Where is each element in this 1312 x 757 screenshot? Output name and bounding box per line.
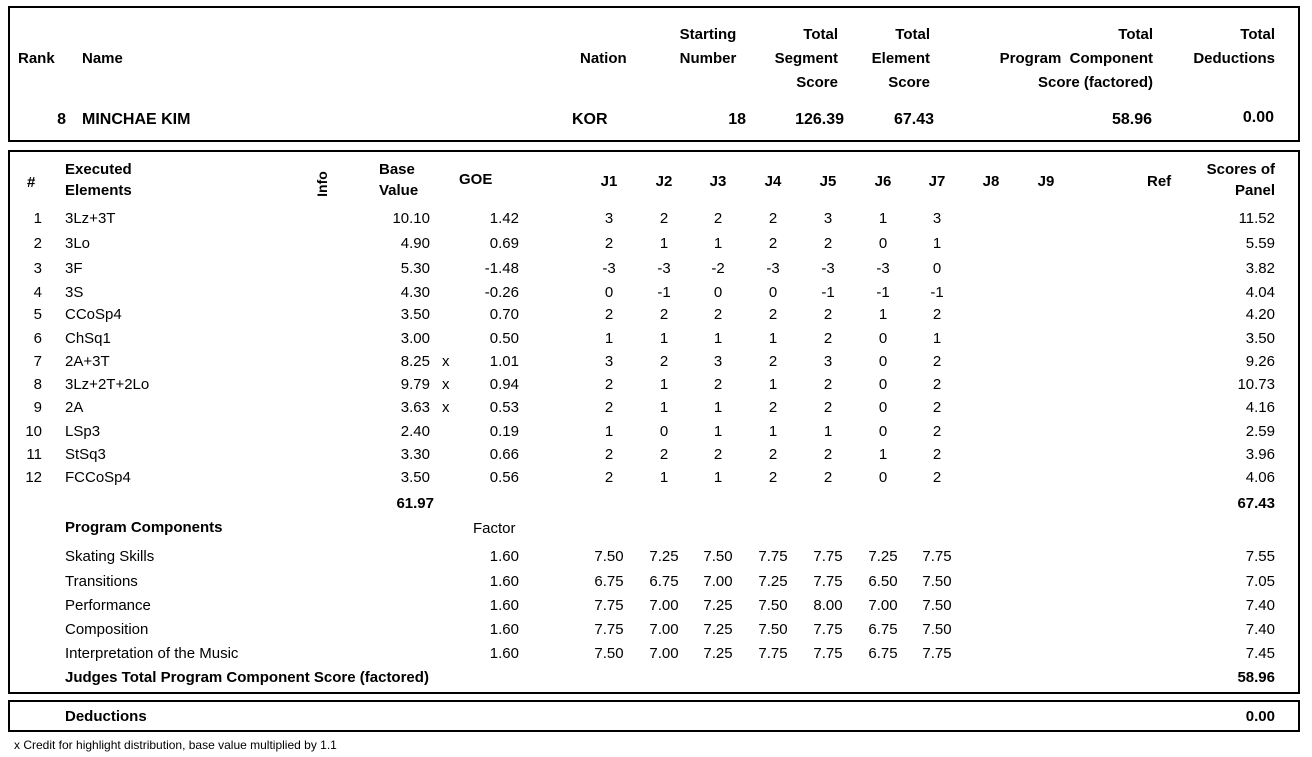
element-number: 5 (33, 306, 42, 323)
element-judge-score: 2 (713, 210, 723, 227)
component-judge-score: 7.50 (922, 573, 952, 590)
judge-header-j6: J6 (874, 173, 892, 190)
element-judge-score: 0 (604, 284, 614, 301)
total-deductions-header: Total Deductions (1193, 26, 1275, 67)
component-judge-score: 7.50 (758, 621, 788, 638)
total-segment-score-header: Total Segment Score (774, 26, 838, 91)
component-judge-score: 7.75 (922, 645, 952, 662)
element-judge-score: 2 (768, 353, 778, 370)
element-judge-score: 2 (604, 306, 614, 323)
element-judge-score: 3 (713, 353, 723, 370)
component-name: Interpretation of the Music (65, 645, 239, 662)
element-judge-score: 2 (932, 306, 942, 323)
component-judge-score: 7.50 (922, 621, 952, 638)
element-panel-score: 10.73 (1237, 376, 1275, 393)
element-panel-score: 11.52 (1238, 210, 1275, 227)
element-judge-score: 2 (659, 306, 669, 323)
element-goe: -1.48 (484, 260, 519, 277)
element-judge-score: -1 (657, 284, 671, 301)
element-base-value: 4.30 (400, 284, 430, 301)
deductions-panel (8, 700, 1300, 732)
component-judge-score: 6.75 (594, 573, 624, 590)
component-judge-score: 7.00 (649, 597, 679, 614)
element-number: 2 (33, 235, 42, 252)
total-elements-panel-score: 67.43 (1237, 495, 1275, 512)
judge-header-j7: J7 (928, 173, 946, 190)
component-judge-score: 7.25 (758, 573, 788, 590)
element-judge-score: 2 (768, 446, 778, 463)
nation-header: Nation (580, 50, 627, 67)
element-judge-score: 1 (878, 306, 888, 323)
element-judge-score: 1 (932, 330, 942, 347)
pcs-total-label: Judges Total Program Component Score (factored) (65, 669, 429, 686)
element-judge-score: 2 (932, 376, 942, 393)
element-judge-score: 1 (659, 399, 669, 416)
rank-header: Rank (18, 50, 55, 67)
component-judge-score: 6.50 (868, 573, 898, 590)
element-goe: 0.69 (489, 235, 519, 252)
element-judge-score: 1 (878, 446, 888, 463)
component-judge-score: 6.75 (868, 621, 898, 638)
element-judge-score: 3 (604, 353, 614, 370)
component-judge-score: 7.75 (594, 597, 624, 614)
element-judge-score: 1 (878, 210, 888, 227)
component-factor: 1.60 (489, 621, 519, 638)
pcs-total-value: 58.96 (1237, 669, 1275, 686)
element-judge-score: 2 (823, 330, 833, 347)
component-judge-score: 7.50 (703, 548, 733, 565)
element-panel-score: 4.16 (1245, 399, 1275, 416)
component-judge-score: 7.50 (594, 548, 624, 565)
element-goe: 0.66 (489, 446, 519, 463)
component-panel-score: 7.40 (1245, 597, 1275, 614)
element-number: 9 (33, 399, 42, 416)
component-judge-score: 7.50 (922, 597, 952, 614)
component-judge-score: 8.00 (813, 597, 843, 614)
element-judge-score: 2 (768, 306, 778, 323)
info-header: Info (313, 171, 330, 197)
component-judge-score: 7.00 (703, 573, 733, 590)
component-name: Performance (65, 597, 151, 614)
component-judge-score: 7.00 (868, 597, 898, 614)
element-goe: 0.19 (489, 423, 519, 440)
element-judge-score: 1 (823, 423, 833, 440)
judge-header-j3: J3 (709, 173, 727, 190)
element-panel-score: 5.59 (1245, 235, 1275, 252)
total-element-score-value: 67.43 (893, 111, 934, 128)
component-panel-score: 7.45 (1245, 645, 1275, 662)
element-bonus-mark: x (442, 353, 450, 370)
element-judge-score: -3 (657, 260, 671, 277)
element-name: 2A+3T (65, 353, 110, 370)
judge-header-j8: J8 (982, 173, 1000, 190)
component-judge-score: 7.75 (813, 548, 843, 565)
component-judge-score: 7.25 (703, 597, 733, 614)
element-judge-score: 2 (823, 399, 833, 416)
element-judge-score: 2 (604, 446, 614, 463)
element-number: 11 (26, 446, 42, 463)
element-judge-score: 1 (713, 235, 723, 252)
component-panel-score: 7.40 (1245, 621, 1275, 638)
element-judge-score: 2 (659, 446, 669, 463)
total-pcs-value: 58.96 (1111, 111, 1152, 128)
element-judge-score: 2 (659, 353, 669, 370)
element-judge-score: 2 (604, 399, 614, 416)
component-judge-score: 7.75 (813, 573, 843, 590)
element-judge-score: -3 (821, 260, 835, 277)
element-judge-score: 2 (713, 446, 723, 463)
element-judge-score: 0 (713, 284, 723, 301)
element-base-value: 3.50 (400, 306, 430, 323)
element-judge-score: 2 (823, 235, 833, 252)
component-judge-score: 7.75 (922, 548, 952, 565)
element-judge-score: 1 (659, 235, 669, 252)
judge-header-j2: J2 (655, 173, 673, 190)
component-judge-score: 7.50 (594, 645, 624, 662)
element-panel-score: 3.96 (1245, 446, 1275, 463)
starting-number-value: 18 (728, 111, 746, 128)
element-goe: 0.53 (489, 399, 519, 416)
component-name: Composition (65, 621, 149, 638)
element-judge-score: 2 (659, 210, 669, 227)
element-goe: 0.50 (489, 330, 519, 347)
program-components-title: Program Components (65, 519, 223, 536)
element-judge-score: 2 (932, 399, 942, 416)
element-judge-score: 2 (713, 376, 723, 393)
element-panel-score: 4.04 (1245, 284, 1275, 301)
element-judge-score: 2 (768, 210, 778, 227)
factor-header: Factor (473, 520, 516, 537)
element-name: LSp3 (65, 423, 101, 440)
element-panel-score: 3.82 (1245, 260, 1275, 277)
element-base-value: 3.50 (400, 469, 430, 486)
skater-name: MINCHAE KIM (82, 111, 191, 128)
element-panel-score: 2.59 (1245, 423, 1275, 440)
element-judge-score: 2 (932, 446, 942, 463)
element-bonus-mark: x (442, 399, 450, 416)
judge-header-j9: J9 (1037, 173, 1055, 190)
element-judge-score: -1 (821, 284, 835, 301)
element-judge-score: 2 (604, 376, 614, 393)
element-panel-score: 4.06 (1245, 469, 1275, 486)
element-judge-score: 0 (878, 399, 888, 416)
component-factor: 1.60 (489, 548, 519, 565)
element-panel-score: 4.20 (1245, 306, 1275, 323)
total-base-value: 61.97 (396, 495, 434, 512)
total-element-score-header: Total Element Score (871, 26, 930, 91)
element-name: FCCoSp4 (65, 469, 131, 486)
component-judge-score: 7.75 (813, 621, 843, 638)
element-name: 3S (65, 284, 84, 301)
element-judge-score: 1 (713, 330, 723, 347)
element-judge-score: 2 (768, 235, 778, 252)
element-judge-score: 2 (604, 235, 614, 252)
element-judge-score: 0 (768, 284, 778, 301)
component-judge-score: 7.25 (703, 621, 733, 638)
element-judge-score: 3 (823, 210, 833, 227)
element-base-value: 3.30 (400, 446, 430, 463)
element-judge-score: 0 (878, 353, 888, 370)
element-number: 7 (33, 353, 42, 370)
element-judge-score: 2 (932, 353, 942, 370)
element-judge-score: 0 (659, 423, 669, 440)
element-judge-score: 2 (713, 306, 723, 323)
element-judge-score: 2 (932, 423, 942, 440)
element-name: 3Lo (65, 235, 91, 252)
component-judge-score: 6.75 (649, 573, 679, 590)
element-judge-score: 1 (768, 330, 778, 347)
element-number: 8 (33, 376, 42, 393)
element-judge-score: 1 (604, 330, 614, 347)
element-base-value: 10.10 (392, 210, 430, 227)
element-goe: 0.70 (489, 306, 519, 323)
starting-number-header: Starting Number (679, 26, 737, 67)
element-base-value: 3.63 (400, 399, 430, 416)
element-judge-score: 2 (823, 469, 833, 486)
element-judge-score: -3 (876, 260, 890, 277)
component-judge-score: 7.00 (649, 645, 679, 662)
element-judge-score: 1 (768, 376, 778, 393)
component-judge-score: 7.25 (703, 645, 733, 662)
component-factor: 1.60 (489, 597, 519, 614)
component-judge-score: 7.25 (868, 548, 898, 565)
element-judge-score: 1 (659, 330, 669, 347)
deductions-value: 0.00 (1245, 708, 1275, 725)
judge-header-j5: J5 (819, 173, 837, 190)
component-judge-score: 7.50 (758, 597, 788, 614)
element-judge-score: 3 (932, 210, 942, 227)
executed-elements-header: Executed Elements (65, 161, 132, 199)
element-judge-score: 3 (823, 353, 833, 370)
component-judge-score: 7.75 (758, 548, 788, 565)
judge-header-j1: J1 (600, 173, 618, 190)
element-goe: 1.42 (489, 210, 519, 227)
element-judge-score: -3 (602, 260, 616, 277)
element-number: 12 (25, 469, 42, 486)
component-name: Transitions (65, 573, 138, 590)
element-judge-score: 1 (604, 423, 614, 440)
element-name: CCoSp4 (65, 306, 122, 323)
element-judge-score: 3 (604, 210, 614, 227)
element-name: 3Lz+2T+2Lo (65, 376, 150, 393)
element-judge-score: 2 (932, 469, 942, 486)
rank-value: 8 (57, 111, 66, 128)
element-judge-score: 0 (878, 469, 888, 486)
total-pcs-header: Total Program Component Score (factored) (999, 26, 1153, 91)
element-name: ChSq1 (65, 330, 111, 347)
element-judge-score: 2 (768, 399, 778, 416)
element-name: 3F (65, 260, 83, 277)
footnote: x Credit for highlight distribution, base value multiplied by 1.1 (14, 738, 337, 752)
element-judge-score: 2 (768, 469, 778, 486)
goe-header: GOE (459, 171, 493, 188)
component-factor: 1.60 (489, 573, 519, 590)
element-judge-score: -1 (930, 284, 944, 301)
element-base-value: 3.00 (400, 330, 430, 347)
nation-value: KOR (572, 111, 608, 128)
element-judge-score: -3 (766, 260, 780, 277)
element-base-value: 8.25 (400, 353, 430, 370)
element-judge-score: 1 (659, 376, 669, 393)
element-goe: 0.94 (489, 376, 519, 393)
element-judge-score: 2 (823, 446, 833, 463)
element-judge-score: 1 (932, 235, 942, 252)
element-number: 10 (25, 423, 42, 440)
element-bonus-mark: x (442, 376, 450, 393)
element-judge-score: 0 (878, 423, 888, 440)
element-number: 3 (33, 260, 42, 277)
base-value-header: Base Value (379, 161, 419, 199)
name-header: Name (82, 50, 123, 67)
element-number: 1 (33, 210, 42, 227)
element-goe: 0.56 (489, 469, 519, 486)
component-factor: 1.60 (489, 645, 519, 662)
element-judge-score: 2 (604, 469, 614, 486)
element-base-value: 2.40 (400, 423, 430, 440)
num-header: # (27, 174, 36, 191)
element-name: 3Lz+3T (65, 210, 116, 227)
component-judge-score: 7.25 (649, 548, 679, 565)
element-goe: -0.26 (484, 284, 519, 301)
element-name: StSq3 (65, 446, 106, 463)
element-judge-score: 0 (878, 376, 888, 393)
element-judge-score: -1 (876, 284, 890, 301)
element-judge-score: 0 (932, 260, 942, 277)
element-goe: 1.01 (489, 353, 519, 370)
element-number: 6 (33, 330, 42, 347)
element-base-value: 9.79 (400, 376, 430, 393)
element-number: 4 (33, 284, 42, 301)
scores-of-panel-header: Scores of Panel (1206, 161, 1275, 199)
component-name: Skating Skills (65, 548, 155, 565)
element-panel-score: 9.26 (1245, 353, 1275, 370)
element-name: 2A (65, 399, 84, 416)
element-judge-score: 0 (878, 235, 888, 252)
deductions-label: Deductions (65, 708, 147, 725)
component-judge-score: 7.00 (649, 621, 679, 638)
element-judge-score: 2 (823, 376, 833, 393)
element-base-value: 4.90 (400, 235, 430, 252)
element-judge-score: 1 (659, 469, 669, 486)
component-judge-score: 7.75 (594, 621, 624, 638)
element-judge-score: 1 (713, 469, 723, 486)
component-panel-score: 7.05 (1245, 573, 1275, 590)
element-judge-score: 0 (878, 330, 888, 347)
component-judge-score: 7.75 (813, 645, 843, 662)
element-judge-score: -2 (711, 260, 725, 277)
element-judge-score: 1 (713, 423, 723, 440)
element-base-value: 5.30 (400, 260, 430, 277)
judge-header-j4: J4 (764, 173, 782, 190)
ref-header: Ref (1147, 173, 1172, 190)
component-panel-score: 7.55 (1245, 548, 1275, 565)
element-judge-score: 1 (768, 423, 778, 440)
component-judge-score: 7.75 (758, 645, 788, 662)
element-panel-score: 3.50 (1245, 330, 1275, 347)
total-deductions-value: 0.00 (1242, 109, 1274, 126)
component-judge-score: 6.75 (868, 645, 898, 662)
element-judge-score: 2 (823, 306, 833, 323)
element-judge-score: 1 (713, 399, 723, 416)
total-segment-score-value: 126.39 (795, 111, 844, 128)
